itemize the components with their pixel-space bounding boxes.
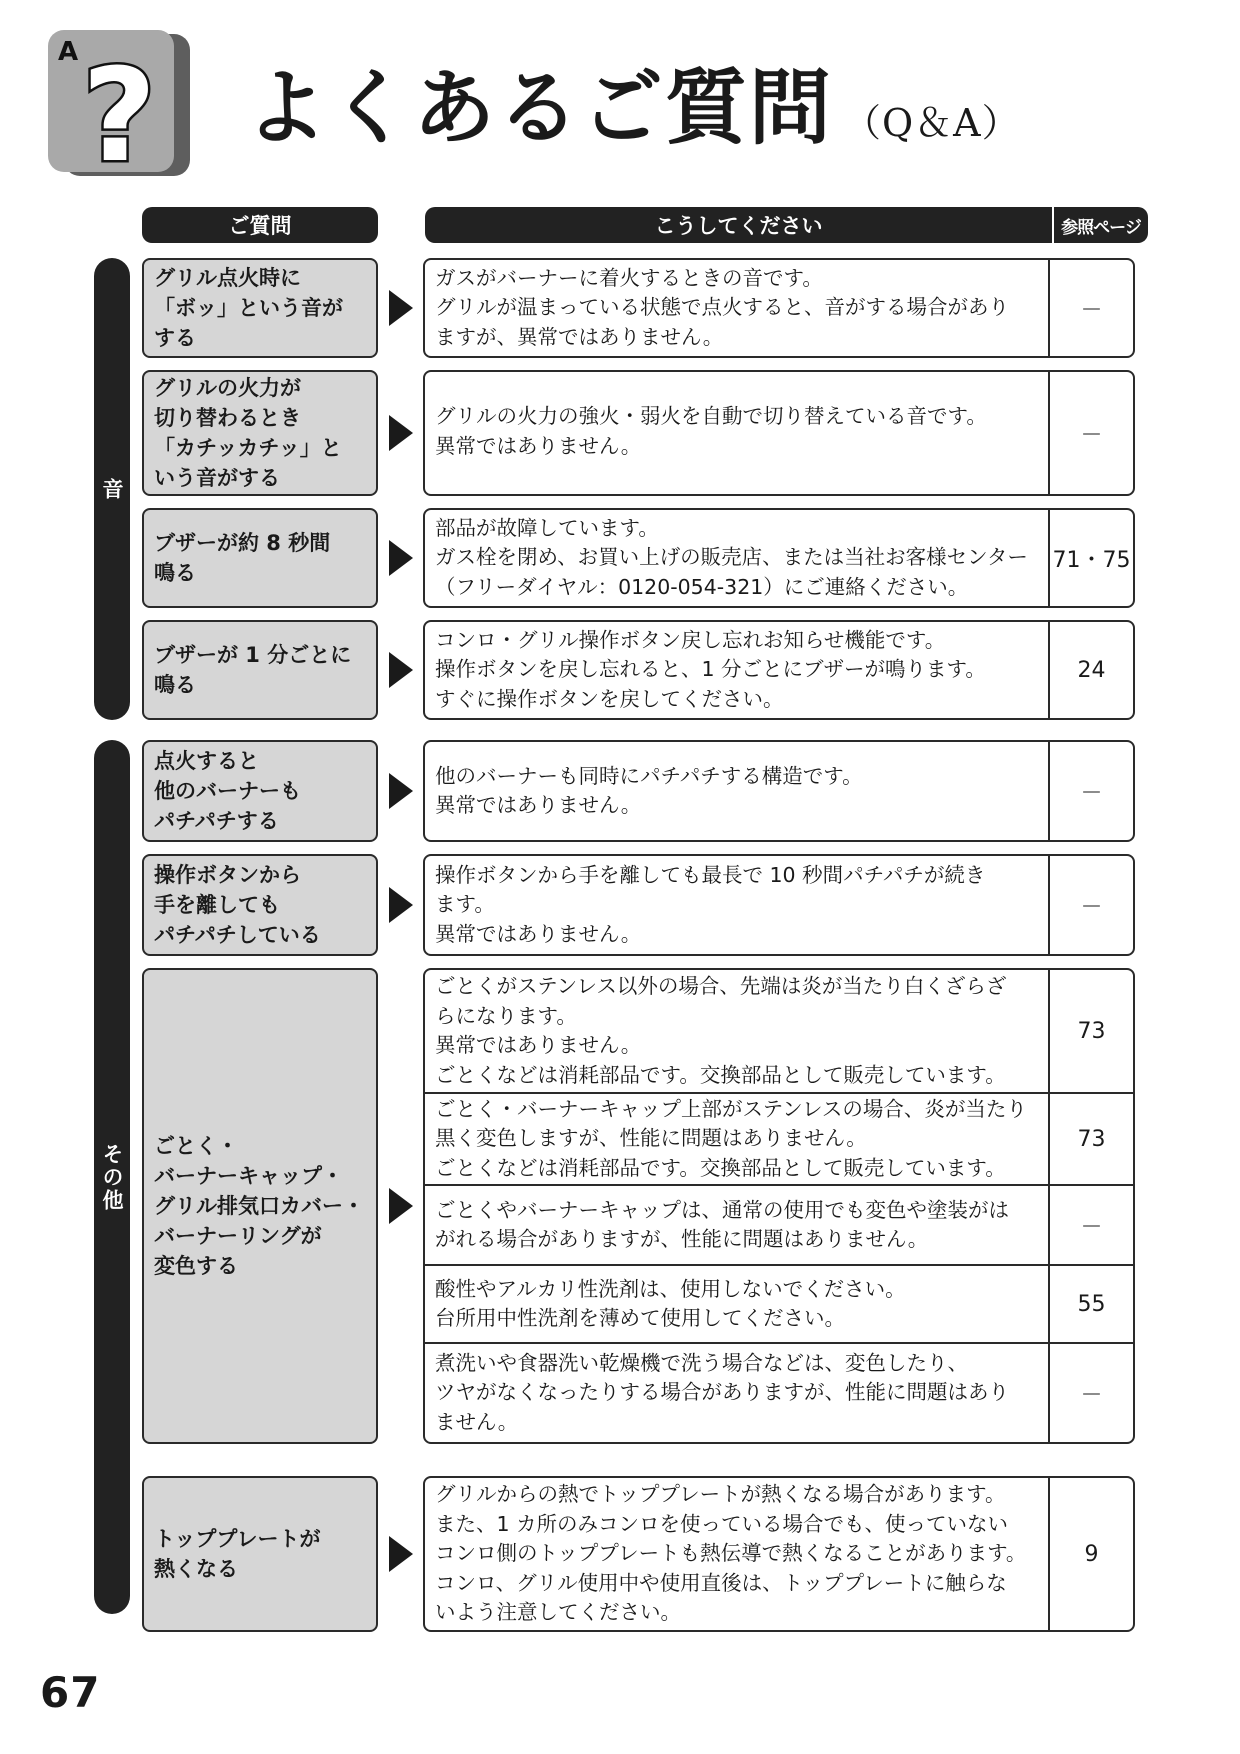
answer-box xyxy=(423,508,1135,608)
answer-row xyxy=(425,372,1133,494)
right-arrow-icon xyxy=(389,652,413,688)
answer-row xyxy=(425,622,1133,718)
answer-line: 操作ボタンを戻し忘れると、1 分ごとにブザーが鳴ります。 xyxy=(435,657,986,682)
answer-line: 他のバーナーも同時にパチパチする構造です。 xyxy=(435,763,863,788)
answer-text xyxy=(425,510,1050,606)
column-header-question: ご質問 xyxy=(142,207,378,243)
page-title-sub: （Q＆A） xyxy=(843,101,1021,145)
answer-line: がれる場合がありますが、性能に問題はありません。 xyxy=(435,1227,929,1251)
answer-line: らになります。 xyxy=(435,1003,577,1028)
answer-line: グリルからの熱でトッププレートが熱くなる場合があります。 xyxy=(435,1482,1006,1507)
answer-row xyxy=(425,1342,1133,1442)
answer-row xyxy=(425,1184,1133,1264)
answer-box xyxy=(423,854,1135,956)
question-line: 点火すると xyxy=(154,749,259,773)
answer-line: ません。 xyxy=(435,1409,519,1434)
answer-row xyxy=(425,510,1133,606)
section-bar-sound xyxy=(94,258,130,720)
question-line: ブザーが約 8 秒間 xyxy=(154,531,331,555)
answer-box xyxy=(423,620,1135,720)
answer-line: 黒く変色しますが、性能に問題はありません。 xyxy=(435,1126,867,1151)
question-box xyxy=(142,258,378,358)
answer-line: 煮洗いや食器洗い乾燥機で洗う場合などは、変色したり、 xyxy=(435,1350,968,1375)
qa-icon-letter: A xyxy=(58,37,79,67)
question-line: 「ボッ」という音が xyxy=(154,296,343,320)
column-header-answer: こうしてください xyxy=(425,207,1052,243)
question-mark-icon: ? xyxy=(82,42,157,180)
right-arrow-icon xyxy=(389,290,413,326)
question-line: 変色する xyxy=(154,1254,238,1278)
page-number: 67 xyxy=(40,1668,101,1717)
question-line: バーナーリングが xyxy=(154,1224,322,1248)
question-box xyxy=(142,740,378,842)
answer-line: ごとくなどは消耗部品です。交換部品として販売しています。 xyxy=(435,1155,1006,1180)
section-label: その他 xyxy=(100,1142,124,1212)
answer-line: ます。 xyxy=(435,892,495,917)
answer-line: グリルの火力の強火・弱火を自動で切り替えている音です。 xyxy=(435,404,987,428)
right-arrow-icon xyxy=(389,415,413,451)
answer-line: 部品が故障しています。 xyxy=(435,515,659,540)
ref-page: － xyxy=(1080,894,1103,920)
question-box xyxy=(142,370,378,496)
right-arrow-icon xyxy=(389,1188,413,1224)
answer-line: （フリーダイヤル：0120-054-321）にご連絡ください。 xyxy=(435,574,969,599)
answer-line: コンロ側のトッププレートも熱伝導で熱くなることがあります。 xyxy=(435,1541,1027,1566)
answer-line: コンロ・グリル操作ボタン戻し忘れお知らせ機能です。 xyxy=(435,627,946,652)
answer-text xyxy=(425,622,1050,718)
question-box xyxy=(142,968,378,1444)
answer-row xyxy=(425,742,1133,840)
answer-box xyxy=(423,258,1135,358)
answer-row xyxy=(425,970,1133,1092)
answer-line: 台所用中性洗剤を薄めて使用してください。 xyxy=(435,1306,845,1330)
answer-line: 異常ではありません。 xyxy=(435,433,642,458)
question-line: 鳴る xyxy=(154,673,196,697)
ref-page: － xyxy=(1080,780,1103,806)
section-bar-other xyxy=(94,740,130,1614)
answer-text xyxy=(425,1186,1050,1264)
page-title-main: よくあるご質問 xyxy=(245,60,834,156)
question-box xyxy=(142,854,378,956)
question-line: トッププレートが xyxy=(154,1527,321,1551)
answer-line: ごとくやバーナーキャップは、通常の使用でも変色や塗装がは xyxy=(435,1197,1009,1222)
answer-box xyxy=(423,370,1135,496)
right-arrow-icon xyxy=(389,540,413,576)
question-line: グリルの火力が xyxy=(154,376,301,400)
answer-row xyxy=(425,1264,1133,1342)
answer-text xyxy=(425,970,1050,1092)
question-line: バーナーキャップ・ xyxy=(154,1164,343,1188)
answer-row xyxy=(425,260,1133,356)
answer-text xyxy=(425,1266,1050,1342)
answer-line: ごとくがステンレス以外の場合、先端は炎が当たり白くざらざ xyxy=(435,974,1007,998)
right-arrow-icon xyxy=(389,887,413,923)
question-line: 切り替わるとき xyxy=(154,406,301,430)
ref-page: － xyxy=(1080,1214,1103,1240)
ref-page: － xyxy=(1080,422,1103,448)
question-line: パチパチしている xyxy=(154,923,321,947)
right-arrow-icon xyxy=(389,773,413,809)
question-line: 鳴る xyxy=(154,561,196,585)
question-line: する xyxy=(154,326,196,350)
ref-page: 24 xyxy=(1077,657,1106,683)
answer-text xyxy=(425,260,1050,356)
question-box xyxy=(142,620,378,720)
answer-line: ツヤがなくなったりする場合がありますが、性能に問題はあり xyxy=(435,1380,1009,1405)
answer-text xyxy=(425,856,1050,954)
question-line: 操作ボタンから xyxy=(154,863,301,887)
answer-line: 異常ではありません。 xyxy=(435,921,642,946)
question-line: ごとく・ xyxy=(154,1134,238,1158)
answer-line: ごとく・バーナーキャップ上部がステンレスの場合、炎が当たり xyxy=(435,1096,1027,1121)
answer-line: また、1 カ所のみコンロを使っている場合でも、使っていない xyxy=(435,1511,1009,1536)
answer-text xyxy=(425,742,1050,840)
answer-box xyxy=(423,740,1135,842)
answer-text xyxy=(425,1478,1050,1630)
ref-page: 71・75 xyxy=(1052,547,1131,573)
question-box xyxy=(142,1476,378,1632)
question-line: ブザーが 1 分ごとに xyxy=(154,643,352,667)
answer-text xyxy=(425,372,1050,494)
answer-line: ガスがバーナーに着火するときの音です。 xyxy=(435,265,823,290)
ref-page: 73 xyxy=(1077,1126,1106,1152)
answer-line: コンロ、グリル使用中や使用直後は、トッププレートに触らな xyxy=(435,1570,1007,1595)
ref-page: 55 xyxy=(1077,1291,1106,1317)
question-line: グリル排気口カバー・ xyxy=(154,1194,364,1218)
question-line: いう音がする xyxy=(154,466,280,490)
qa-icon xyxy=(44,30,194,180)
answer-row xyxy=(425,1092,1133,1184)
question-line: パチパチする xyxy=(154,809,279,833)
answer-box xyxy=(423,968,1135,1444)
answer-line: 酸性やアルカリ性洗剤は、使用しないでください。 xyxy=(435,1276,906,1301)
answer-line: すぐに操作ボタンを戻してください。 xyxy=(435,686,784,711)
ref-page: － xyxy=(1080,297,1103,323)
ref-page: － xyxy=(1080,1382,1103,1408)
question-line: グリル点火時に xyxy=(154,266,301,290)
question-line: 手を離しても xyxy=(154,893,280,917)
page-title xyxy=(245,48,1021,168)
answer-line: 異常ではありません。 xyxy=(435,793,642,817)
ref-page: 73 xyxy=(1077,1018,1106,1044)
answer-line: ガス栓を閉め、お買い上げの販売店、または当社お客様センター xyxy=(435,545,1028,570)
question-line: 他のバーナーも xyxy=(154,779,301,803)
right-arrow-icon xyxy=(389,1536,413,1572)
answer-line: 操作ボタンから手を離しても最長で 10 秒間パチパチが続き xyxy=(435,862,986,887)
column-header-ref-page: 参照ページ xyxy=(1054,207,1148,243)
ref-page: 9 xyxy=(1084,1541,1099,1567)
section-label: 音 xyxy=(100,477,124,501)
answer-line: 異常ではありません。 xyxy=(435,1033,642,1057)
answer-line: ますが、異常ではありません。 xyxy=(435,324,724,349)
answer-line: いよう注意してください。 xyxy=(435,1600,681,1625)
answer-box xyxy=(423,1476,1135,1632)
question-line: 熱くなる xyxy=(154,1557,238,1581)
answer-text xyxy=(425,1344,1050,1442)
question-line: 「カチッカチッ」と xyxy=(154,436,342,460)
answer-line: グリルが温まっている状態で点火すると、音がする場合があり xyxy=(435,295,1009,320)
question-box xyxy=(142,508,378,608)
answer-row xyxy=(425,1478,1133,1630)
answer-text xyxy=(425,1094,1050,1184)
answer-line: ごとくなどは消耗部品です。交換部品として販売しています。 xyxy=(435,1062,1006,1087)
answer-row xyxy=(425,856,1133,954)
